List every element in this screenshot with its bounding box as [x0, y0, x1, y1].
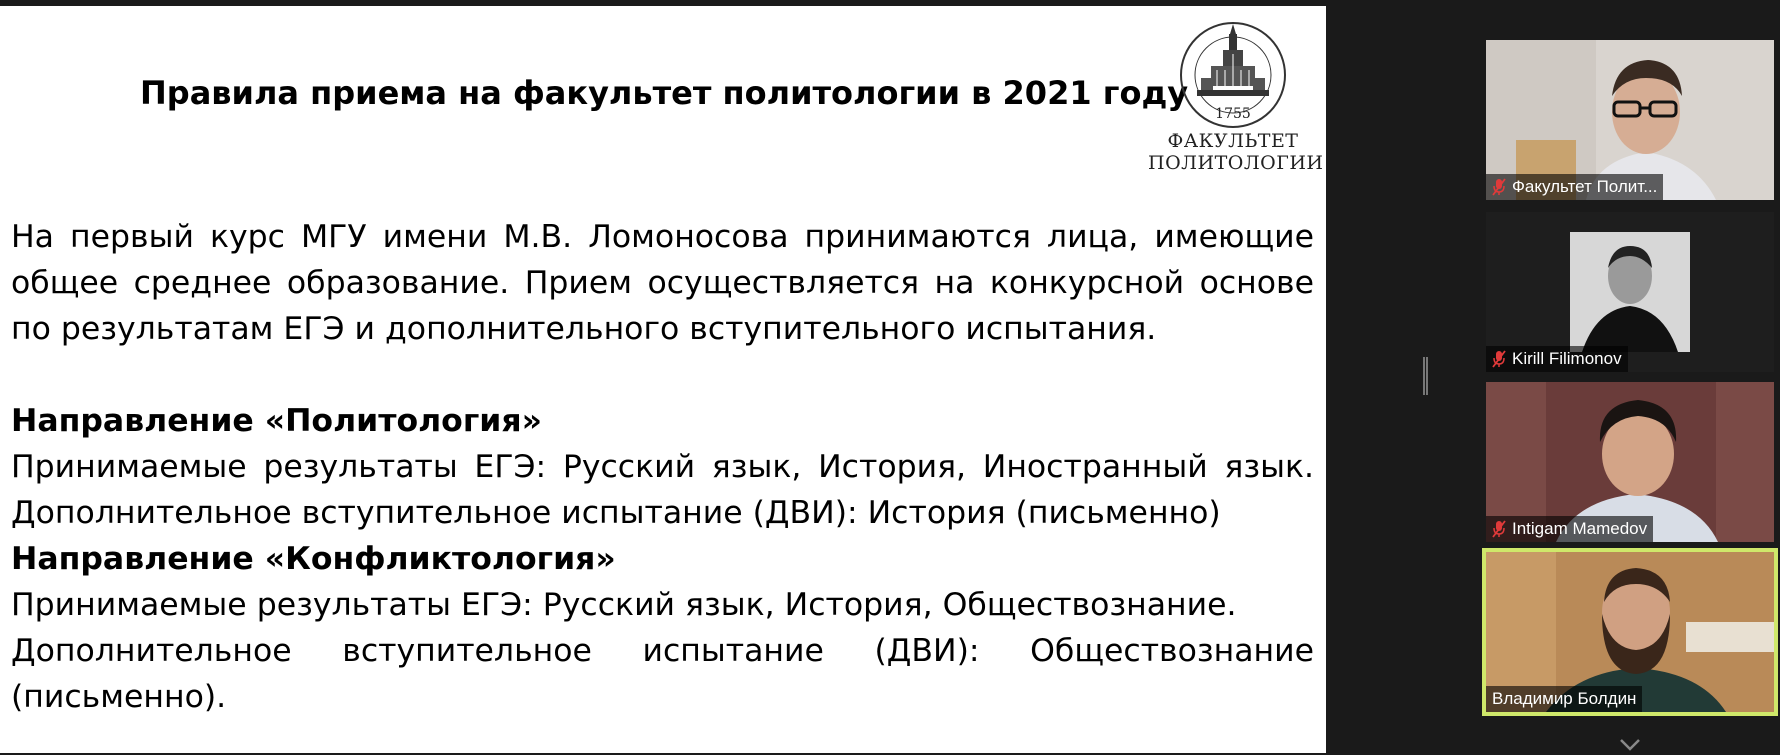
section-conflictology-dvi-cont: (письменно).: [11, 679, 227, 715]
section-politology-dvi: Дополнительное вступительное испытание (ДВИ): История (письменно): [11, 495, 1221, 531]
participant-name-tag: [1486, 516, 1653, 542]
participant-name-tag: [1486, 346, 1628, 372]
participant-name: Факультет Полит...: [1512, 177, 1658, 196]
section-conflictology-dvi: Дополнительное вступительное испытание (ДВИ): Обществознание: [11, 633, 1314, 669]
faculty-logo: [1148, 20, 1324, 200]
panel-resize-handle[interactable]: [1423, 357, 1428, 395]
participant-tile[interactable]: [1486, 40, 1774, 200]
slide-title: Правила приема на факультет политологии в 2021 году: [140, 74, 1189, 112]
section-politology-exams: Принимаемые результаты ЕГЭ: Русский язык, История, Иностранный язык.: [11, 449, 1314, 485]
intro-paragraph: На первый курс МГУ имени М.В. Ломоносова принимаются лица, имеющие общее среднее образование. Прием осуществляется на конкурсной основе по результатам ЕГЭ и дополнительного вступительного испытания.: [11, 219, 1314, 347]
microphone-muted-icon: [1492, 178, 1506, 196]
chevron-down-icon[interactable]: [1618, 738, 1642, 752]
participant-name: Kirill Filimonov: [1512, 349, 1622, 368]
section-politology-heading: Направление «Политология»: [11, 403, 542, 439]
slide-body: [11, 214, 1314, 720]
participant-tile-active-speaker[interactable]: [1486, 552, 1774, 712]
participant-tile[interactable]: [1486, 212, 1774, 372]
participant-name: Intigam Mamedov: [1512, 519, 1648, 538]
participant-name-tag: [1486, 174, 1663, 200]
logo-line1: ФАКУЛЬТЕТ: [1167, 130, 1299, 152]
logo-line2: ПОЛИТОЛОГИИ: [1148, 152, 1324, 174]
microphone-muted-icon: [1492, 520, 1506, 538]
msu-seal-icon: [1167, 20, 1299, 130]
section-conflictology-heading: Направление «Конфликтология»: [11, 541, 616, 577]
microphone-muted-icon: [1492, 350, 1506, 368]
participant-name-tag: [1486, 686, 1642, 712]
participant-name: Владимир Болдин: [1492, 689, 1637, 708]
section-conflictology-exams: Принимаемые результаты ЕГЭ: Русский язык, История, Обществознание.: [11, 587, 1237, 623]
shared-slide: [0, 6, 1326, 753]
seal-year: 1755: [1215, 106, 1251, 122]
participant-tile[interactable]: [1486, 382, 1774, 542]
